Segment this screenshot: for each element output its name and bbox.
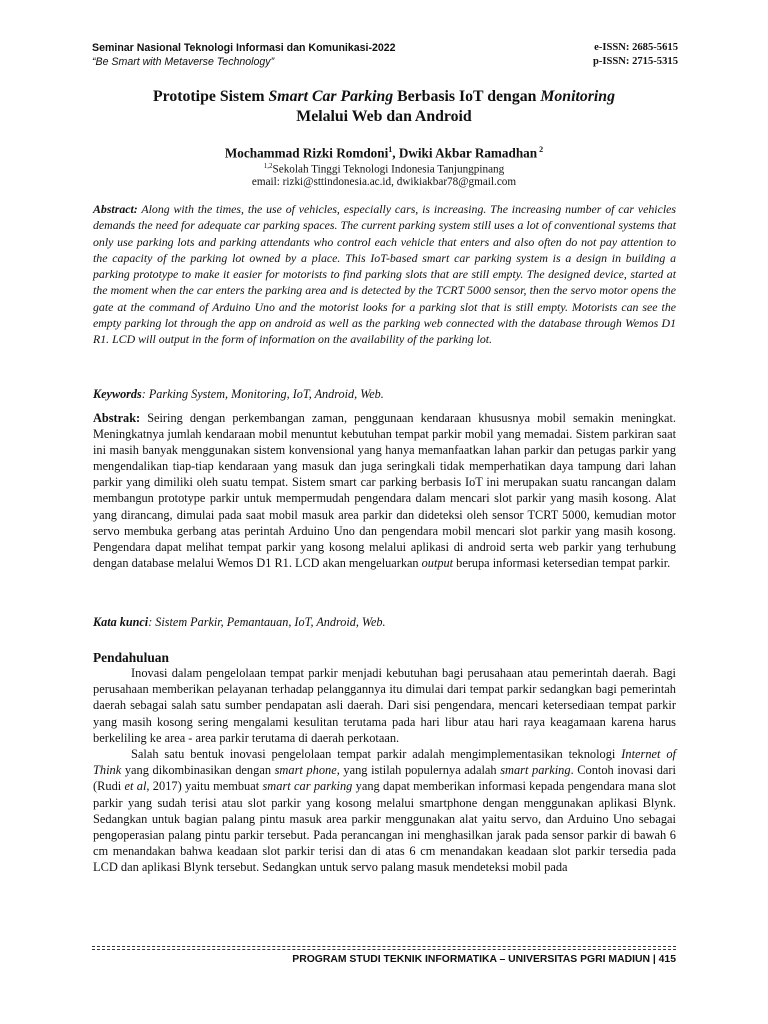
keywords-label: Keywords (93, 387, 142, 401)
keywords-text: : Parking System, Monitoring, IoT, Android, Web. (141, 387, 384, 401)
page-header (92, 41, 678, 73)
author-2-sup: 2 (537, 145, 544, 154)
p2-text-a: Salah satu bentuk inovasi pengelolaan tempat parkir adalah mengimplementasikan teknologi (131, 747, 622, 762)
conference-name: Seminar Nasional Teknologi Informasi dan Komunikasi-2022 (92, 42, 396, 54)
body-paragraph-1: Inovasi dalam pengelolaan tempat parkir menjadi kebutuhan bagi perusahaan atau pemerintah daerah. Bagi perusahaan memberikan pelayanan terhadap pelanggannya itu dimulai dari tempat parkir sedangkan bagi pemerintah daerah sebagai salah satu sumber pendapatan asli daerah. Dari sisi pengendara, mencari ketersediaan tempat parkir yang masih kosong sering mengalami kesulitan terutama pada hari libur atau hari raya keagamaan karena harus berkeliling ke area - area parkir terutama di daerah perkotaan. (93, 666, 676, 745)
body-paragraph-2 (93, 746, 676, 876)
abstrak-text-2: berupa informasi ketersedian tempat parkir. (453, 555, 671, 570)
p2-text-k: yang dapat memberikan informasi kepada pengendara mana slot parkir yang sudah terisi atau slot parkir yang kosong melalui smartphone dengan menggunakan aplikasi Blynk. Sedangkan untuk bagian palang pintu masuk area parkir menggunakan alat yaitu servo, dan Arduino Uno sebagai pengoperasian palang pintu parkir tersebut. Pada perancangan ini menghasilkan jarak pada sensor parkir di bawah 6 cm menandakan bahwa keadaan slot parkir terisi dan di atas 6 cm menandakan keadaan slot parkir tersedia pada LCD dan aplikasi Blynk tersebut. Sedangkan untuk servo palang masuk mendeteksi mobil pada (93, 779, 676, 875)
title-line-2: Melalui Web dan Android (296, 108, 472, 125)
abstract-english (93, 201, 676, 348)
keywords-english (93, 386, 676, 402)
author-1: Mochammad Rizki Romdoni (224, 145, 389, 161)
page-footer: PROGRAM STUDI TEKNIK INFORMATIKA – UNIVERSITAS PGRI MADIUN | 415 (292, 954, 676, 965)
eissn: e-ISSN: 2685-5615 (594, 42, 678, 53)
title-part-1: Prototipe Sistem (152, 88, 269, 105)
p2-text-f: smart parking (500, 763, 571, 778)
p2-text-j: smart car parking (262, 779, 353, 794)
title-part-3: Berbasis IoT dengan (393, 88, 541, 105)
title-part-2: Smart Car Parking (268, 88, 394, 105)
kata-kunci-text: : Sistem Parkir, Pemantauan, IoT, Android, Web. (148, 615, 386, 629)
conference-tagline: “Be Smart with Metaverse Technology” (92, 56, 275, 68)
p2-text-e: yang istilah populernya adalah (339, 763, 501, 778)
pissn: p-ISSN: 2715-5315 (592, 56, 678, 67)
title-part-4: Monitoring (540, 88, 615, 105)
abstrak-label: Abstrak: (93, 411, 141, 425)
conference-info (92, 41, 396, 69)
title-line-1 (90, 87, 678, 107)
abstract-indonesian (93, 410, 676, 571)
abstract-label: Abstract: (93, 202, 138, 216)
footer-divider-top (92, 946, 676, 947)
author-2: Dwiki Akbar Ramadhan (398, 145, 538, 161)
p2-text-c: yang dikombinasikan dengan (121, 763, 275, 778)
author-1-sup: 1 (388, 145, 393, 154)
author-separator: , (392, 145, 399, 161)
p2-text-h: et al (124, 779, 147, 794)
affiliation-sup: 1,2 (263, 162, 273, 170)
abstrak-text-italic: output (421, 555, 454, 570)
footer-divider-bottom (92, 949, 676, 950)
p2-text-g: . Contoh inovasi dari (Rudi (93, 763, 676, 794)
keywords-indonesian (93, 614, 676, 630)
p2-text-b: Internet of Think (93, 747, 677, 778)
section-body (93, 665, 676, 876)
paper-title (90, 87, 678, 127)
section-heading: Pendahuluan (93, 650, 169, 665)
kata-kunci-label: Kata kunci (93, 615, 149, 629)
affiliation-text: Sekolah Tinggi Teknologi Indonesia Tanjungpinang (272, 163, 505, 176)
p2-text-i: , 2017) yaitu membuat (146, 779, 263, 794)
abstract-text: Along with the times, the use of vehicles, especially cars, is increasing. The increasing number of car vehicles demands the need for adequate car parking spaces. The current parking system still uses a lot of conventional systems that only use parking lots and parking attendants who control each vehicle that enters and also often do not pay attention to the capacity of the parking lot owned by a place. This IoT-based smart car parking system is a design in building a parking prototype to make it easier for motorists to find parking slots that are still empty. The designed device, started at the moment when the car enters the parking area and is detected by the TCRT 5000 sensor, then the servo motor opens the gate at the command of Arduino Uno and the motorist looks for a parking slot that is still empty. Motorists can see the empty parking lot through the app on android as well as the parking web connected with the database through Wemos D1 R1. LCD will output in the form of information on the availability of the parking lot. (93, 202, 676, 347)
p2-text-d: smart phone, (274, 763, 340, 778)
issn-info (593, 41, 678, 69)
author-emails: email: rizki@sttindonesia.ac.id, dwikiakbar78@gmail.com (251, 176, 517, 188)
abstrak-text-1: Seiring dengan perkembangan zaman, penggunaan kendaraan khususnya mobil semakin meningkat. Meningkatnya jumlah kendaraan mobil menuntut kebutuhan tempat parkir mobil yang memadai. Sistem parkiran saat ini masih banyak menggunakan sistem konvensional yang hanya memanfaatkan lahan parkir dan petugas parkir yang mengendalikan tiap-tiap kendaraan yang masuk dan juga seringkali tidak memperhatikan daya tampung dari lahan parkir yang dimiliki oleh suatu tempat. Sistem smart car parking berbasis IoT ini merupakan suatu rancangan dalam membangun prototype parkir untuk mempermudah pengendara dalam mencari slot parkir yang masih kosong. Alat yang dirancang, dimulai pada saat mobil masuk area parkir dan dideteksi oleh sensor TCRT 5000, kemudian motor servo membuka gerbang atas perintah Arduino Uno dan pengendara mobil mencari slot parkir yang masih kosong. Pengendara dapat melihat tempat parkir yang kosong melalui aplikasi di android serta web parkir yang terhubung dengan database melalui Wemos D1 R1. LCD akan mengeluarkan (93, 411, 676, 570)
